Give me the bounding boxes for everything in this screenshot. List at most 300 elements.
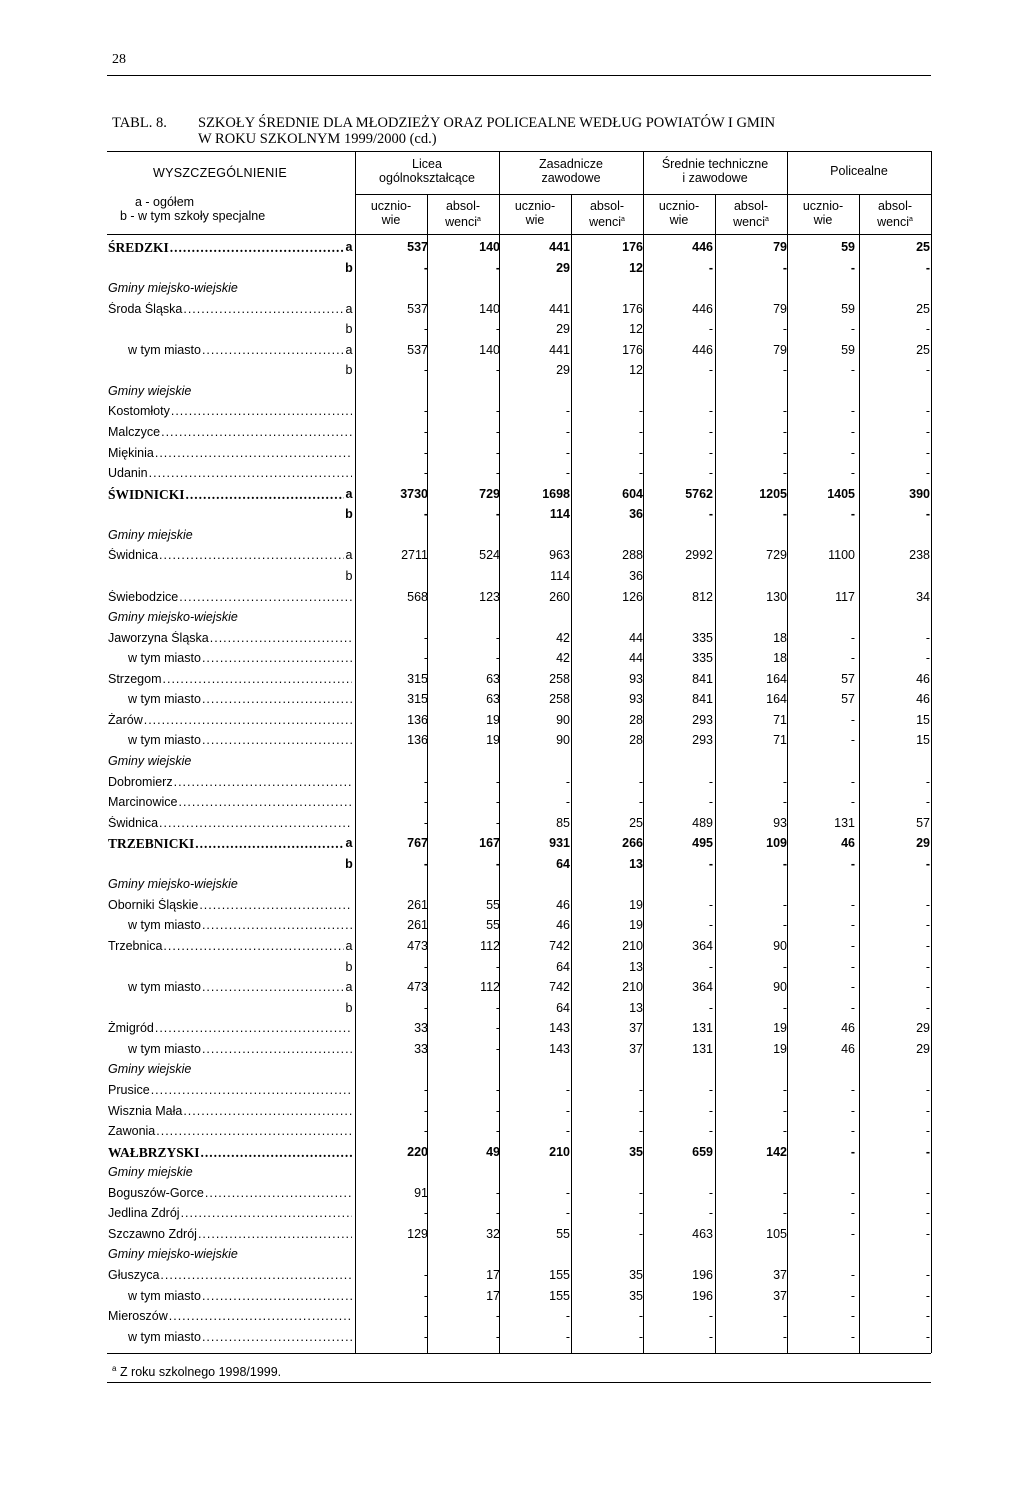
table-row [0,1226,1024,1246]
table-row [0,1000,1024,1020]
table-cell: 258 [549,692,570,707]
table-row [0,1288,1024,1308]
row-label-text: Udanin [108,466,148,481]
table-cell: - [423,815,428,830]
row-label-text: Strzegom [108,671,162,686]
table-cell: - [850,959,855,974]
table-cell: 32 [486,1226,500,1241]
subheader-line2: wie [813,213,833,227]
table-cell: - [638,1103,643,1118]
row-label [108,775,352,793]
table-cell: - [925,1144,930,1159]
table-cell: 55 [556,1226,570,1241]
table-cell: 446 [692,301,713,316]
table-cell: - [925,918,930,933]
table-cell: - [423,445,428,460]
table-cell: - [850,363,855,378]
table-cell: 266 [622,836,643,851]
table-cell: - [423,1000,428,1015]
row-ab-marker: a [345,486,353,501]
table-cell: 44 [629,651,643,666]
table-cell: 463 [692,1226,713,1241]
row-label [108,816,352,834]
row-label-text: ŚREDZKI [108,240,169,255]
table-cell: - [423,856,428,871]
table-cell: 13 [629,959,643,974]
table-label: TABL. 8. [112,115,167,131]
table-cell: - [925,1124,930,1139]
table-cell: - [782,507,787,522]
table-row [0,917,1024,937]
table-cell: 71 [773,733,787,748]
row-label-text: w tym miasto [128,733,201,748]
table-row [0,609,1024,629]
table-row [0,856,1024,876]
table-cell: 109 [766,836,787,851]
table-row [0,321,1024,341]
table-cell: - [565,1309,570,1324]
table-cell: 29 [916,1021,930,1036]
row-label [128,343,352,361]
subheader-uczniowie [500,199,570,227]
table-cell: 29 [556,322,570,337]
table-row [0,301,1024,321]
spec-b: b - w tym szkoły specjalne [120,209,266,223]
table-cell: 293 [692,733,713,748]
row-label [108,1124,352,1142]
table-cell: 390 [909,486,930,501]
table-cell: - [423,1206,428,1221]
table-row [0,794,1024,814]
row-label-text: Kostomłoty [108,404,170,419]
table-cell: - [925,1185,930,1200]
table-row [0,547,1024,567]
table-cell: - [565,1082,570,1097]
subheader-line2 [572,213,642,229]
row-label-text: Żarów [108,712,143,727]
table-cell: 35 [629,1144,643,1159]
table-row [0,876,1024,896]
row-label-text: Boguszów-Gorce [108,1185,204,1200]
table-cell: - [708,1000,713,1015]
row-label [108,384,352,402]
table-cell: - [423,1268,428,1282]
table-cell: - [638,1206,643,1221]
subheader-line2 [428,213,498,229]
table-row [0,630,1024,650]
table-cell: - [638,1082,643,1097]
table-cell: - [925,1268,930,1282]
row-label-text: w tym miasto [128,1288,201,1303]
row-label [128,1289,352,1307]
table-cell: 537 [407,301,428,316]
table-cell: 46 [841,1021,855,1036]
table-cell: - [638,445,643,460]
table-row [0,1103,1024,1123]
table-cell: 25 [916,240,930,254]
row-label-text: Świebodzice [108,589,179,604]
table-cell: - [638,774,643,789]
row-label-text: Dobromierz [108,774,173,789]
row-label-text: Jaworzyna Śląska [108,630,209,645]
table-cell: 5762 [685,486,713,501]
row-label [128,692,352,710]
table-cell: 90 [773,939,787,954]
table-cell: - [423,425,428,440]
table-cell: - [782,466,787,481]
table-row [0,938,1024,958]
table-cell: 36 [629,507,643,522]
subheader-uczniowie [788,199,858,227]
table-cell: 130 [766,589,787,604]
row-label-text: Miękinia [108,445,154,460]
table-cell: 117 [835,589,855,604]
table-cell: - [495,260,500,275]
table-cell: 441 [549,342,570,357]
table-cell: - [782,1185,787,1200]
table-cell: 15 [916,733,930,748]
table-cell: - [638,1124,643,1139]
row-label-text: Gminy miejskie [108,527,193,542]
table-row [0,712,1024,732]
table-cell: - [850,795,855,810]
table-cell: 140 [479,301,500,316]
table-cell: - [850,939,855,954]
table-cell: 59 [841,342,855,357]
table-row [0,897,1024,917]
table-cell: - [782,404,787,419]
table-cell: - [782,1000,787,1015]
table-cell: 841 [692,671,713,686]
subheader-line2: wie [525,213,545,227]
table-row [0,671,1024,691]
table-cell: 19 [773,1021,787,1036]
table-cell: 19 [773,1041,787,1056]
table-cell: 220 [407,1144,428,1159]
table-row [0,1061,1024,1081]
table-cell: - [708,1329,713,1344]
table-cell: - [708,466,713,481]
row-label [108,939,352,957]
table-row [0,650,1024,670]
table-cell: - [850,712,855,727]
table-cell: 28 [629,733,643,748]
table-cell: - [423,1103,428,1118]
table-cell: 196 [692,1288,713,1303]
row-label-text: Prusice [108,1082,150,1097]
table-row [0,383,1024,403]
table-cell: - [708,1206,713,1221]
table-cell: 25 [916,301,930,316]
row-ab-marker: a [345,939,353,954]
table-cell: 34 [916,589,930,604]
page-number: 28 [112,52,126,67]
table-cell: - [850,733,855,748]
table-cell: 3730 [400,486,428,501]
table-cell: 25 [629,815,643,830]
table-cell: - [423,1309,428,1324]
table-cell: - [638,1226,643,1241]
table-cell: - [782,1103,787,1118]
row-label-text: WAŁBRZYSKI [108,1144,200,1160]
table-cell: 142 [766,1144,787,1159]
table-cell: - [565,1103,570,1118]
table-row [0,527,1024,547]
table-cell: 59 [841,301,855,316]
table-cell: 568 [407,589,428,604]
table-row [0,589,1024,609]
row-label [128,1330,352,1348]
subheader-line1: uczniо- [658,199,700,213]
group-header-line1: Licea [412,157,442,171]
table-cell: 12 [629,363,643,378]
row-label [108,466,352,484]
group-header-line2: i zawodowe [682,171,748,185]
table-cell: 79 [773,240,787,254]
table-row [0,691,1024,711]
table-cell: - [423,322,428,337]
table-row [0,1267,1024,1287]
row-label [108,1309,352,1327]
table-cell: 55 [486,897,500,912]
table-cell: - [850,918,855,933]
table-cell: - [708,774,713,789]
table-cell: 258 [549,671,570,686]
table-row [0,362,1024,382]
table-cell: - [782,363,787,378]
table-cell: 1100 [828,548,855,563]
table-cell: 36 [629,568,643,583]
footnote-mark: a [112,1364,117,1373]
row-label-text: Świdnica [108,815,159,830]
table-cell: - [850,260,855,275]
table-cell: - [850,1288,855,1303]
table-cell: - [565,466,570,481]
table-cell: - [423,1082,428,1097]
table-cell: - [423,507,428,522]
table-cell: - [423,1288,428,1303]
row-label [108,1227,352,1245]
table-cell: - [925,1226,930,1241]
table-cell: - [782,425,787,440]
table-cell: 42 [556,630,570,645]
table-cell: 473 [407,980,428,995]
table-cell: - [423,404,428,419]
table-cell: 963 [549,548,570,563]
table-cell: 2992 [685,548,713,563]
row-label [108,1165,352,1183]
table-cell: 143 [549,1041,570,1056]
table-row [0,1041,1024,1061]
table-cell: - [925,1000,930,1015]
row-label-text: Marcinowice [108,795,178,810]
row-label-text: ŚWIDNICKI [108,486,185,502]
table-cell: 57 [841,671,855,686]
subheader-line2: wie [381,213,401,227]
row-label-text: Oborniki Śląskie [108,897,199,912]
row-label-text: Wisznia Mała [108,1103,183,1118]
table-cell: 315 [407,671,428,686]
table-cell: - [708,507,713,522]
table-cell: 293 [692,712,713,727]
table-cell: - [638,1329,643,1344]
table-cell: 19 [486,712,500,727]
row-ab-marker: b [345,959,353,974]
table-cell: - [423,959,428,974]
table-cell: 63 [486,692,500,707]
table-cell: 140 [479,342,500,357]
table-cell: - [850,1124,855,1139]
table-cell: - [782,897,787,912]
table-cell: 335 [692,651,713,666]
row-label [108,1247,352,1265]
table-cell: 37 [629,1041,643,1056]
subheader-line1: absol- [877,199,913,213]
table-cell: - [925,795,930,810]
table-cell: 364 [692,939,713,954]
table-cell: - [423,630,428,645]
table-cell: 446 [692,342,713,357]
table-cell: 143 [549,1021,570,1036]
table-cell: 164 [766,671,787,686]
row-label [108,240,352,258]
table-cell: 1205 [759,486,787,501]
table-cell: 123 [479,589,500,604]
table-row [0,732,1024,752]
table-cell: - [782,1124,787,1139]
table-cell: 49 [486,1144,500,1159]
table-cell: - [782,856,787,871]
row-label [108,1104,352,1122]
row-label-text: TRZEBNICKI [108,836,195,852]
row-label-text: Gminy miejsko-wiejskie [108,281,238,296]
subheader-absolwenci [428,199,498,229]
row-label [108,1268,352,1286]
table-cell: - [495,1041,500,1056]
group-header-line2: ogólnokształcące [379,171,475,185]
page-bottom-rule [107,1382,931,1383]
table-row [0,1164,1024,1184]
row-label [108,404,352,422]
table-cell: - [925,939,930,954]
row-label-text: Mieroszów [108,1309,168,1324]
row-label [108,898,352,916]
row-label [108,281,352,299]
table-cell: - [708,856,713,871]
row-label-text: Gminy wiejskie [108,1062,192,1077]
table-cell: 261 [407,918,428,933]
row-label-text: w tym miasto [128,342,201,357]
table-cell: - [638,1309,643,1324]
table-cell: - [708,260,713,275]
table-cell: - [782,1082,787,1097]
table-cell: 33 [414,1021,428,1036]
table-cell: 93 [629,692,643,707]
table-cell: - [423,363,428,378]
table-cell: 46 [916,692,930,707]
table-cell: 495 [692,836,713,851]
table-cell: - [495,815,500,830]
table-row [0,280,1024,300]
table-cell: - [495,404,500,419]
table-cell: - [782,1309,787,1324]
row-label-text: Trzebnica [108,939,163,954]
row-label-text: Świdnica [108,548,159,563]
row-label-text: Gminy miejsko-wiejskie [108,610,238,625]
table-cell: 2711 [401,548,428,563]
row-ab-marker: b [345,856,353,871]
subheader-line2 [860,213,930,229]
table-cell: - [850,1226,855,1241]
table-cell: - [782,1206,787,1221]
row-label-text: Środa Śląska [108,301,183,316]
table-cell: 46 [556,918,570,933]
table-cell: - [850,1000,855,1015]
table-cell: - [850,856,855,871]
row-label [108,446,352,464]
table-cell: - [495,856,500,871]
table-cell: - [925,466,930,481]
table-cell: - [925,856,930,871]
table-row [0,568,1024,588]
table-cell: - [925,651,930,666]
table-cell: - [925,980,930,995]
row-label [108,610,352,628]
table-cell: - [850,897,855,912]
table-cell: - [925,322,930,337]
row-ab-marker: a [345,980,353,995]
table-row [0,835,1024,855]
table-row [0,465,1024,485]
group-header-policealne [787,164,931,178]
table-cell: - [565,1185,570,1200]
footnote-marker: a [477,216,481,223]
row-label [108,302,352,320]
table-cell: - [850,322,855,337]
table-cell: 33 [414,1041,428,1056]
table-cell: 136 [407,733,428,748]
table-cell: 131 [834,815,855,830]
table-cell: 288 [622,548,643,563]
table-row [0,239,1024,259]
table-cell: - [782,322,787,337]
table-row [0,1020,1024,1040]
row-label-text: Malczyce [108,425,161,440]
table-cell: - [638,466,643,481]
table-cell: - [782,774,787,789]
group-header-line1: Średnie techniczne [661,157,769,171]
table-cell: - [423,651,428,666]
table-cell: 196 [692,1268,713,1282]
table-cell: 71 [773,712,787,727]
spec-a: a - ogółem [135,195,195,209]
table-cell: 90 [556,733,570,748]
row-label [128,980,352,998]
table-cell: 19 [486,733,500,748]
table-cell: 46 [841,836,855,851]
table-cell: - [782,1329,787,1344]
row-label-text: w tym miasto [128,1041,201,1056]
table-cell: 25 [916,342,930,357]
table-cell: 42 [556,651,570,666]
table-row [0,486,1024,506]
table-cell: 176 [622,342,643,357]
table-cell: 114 [550,568,570,583]
group-header-line1: Zasadnicze [539,157,603,171]
table-cell: - [850,404,855,419]
row-label [108,1186,352,1204]
table-cell: - [850,425,855,440]
